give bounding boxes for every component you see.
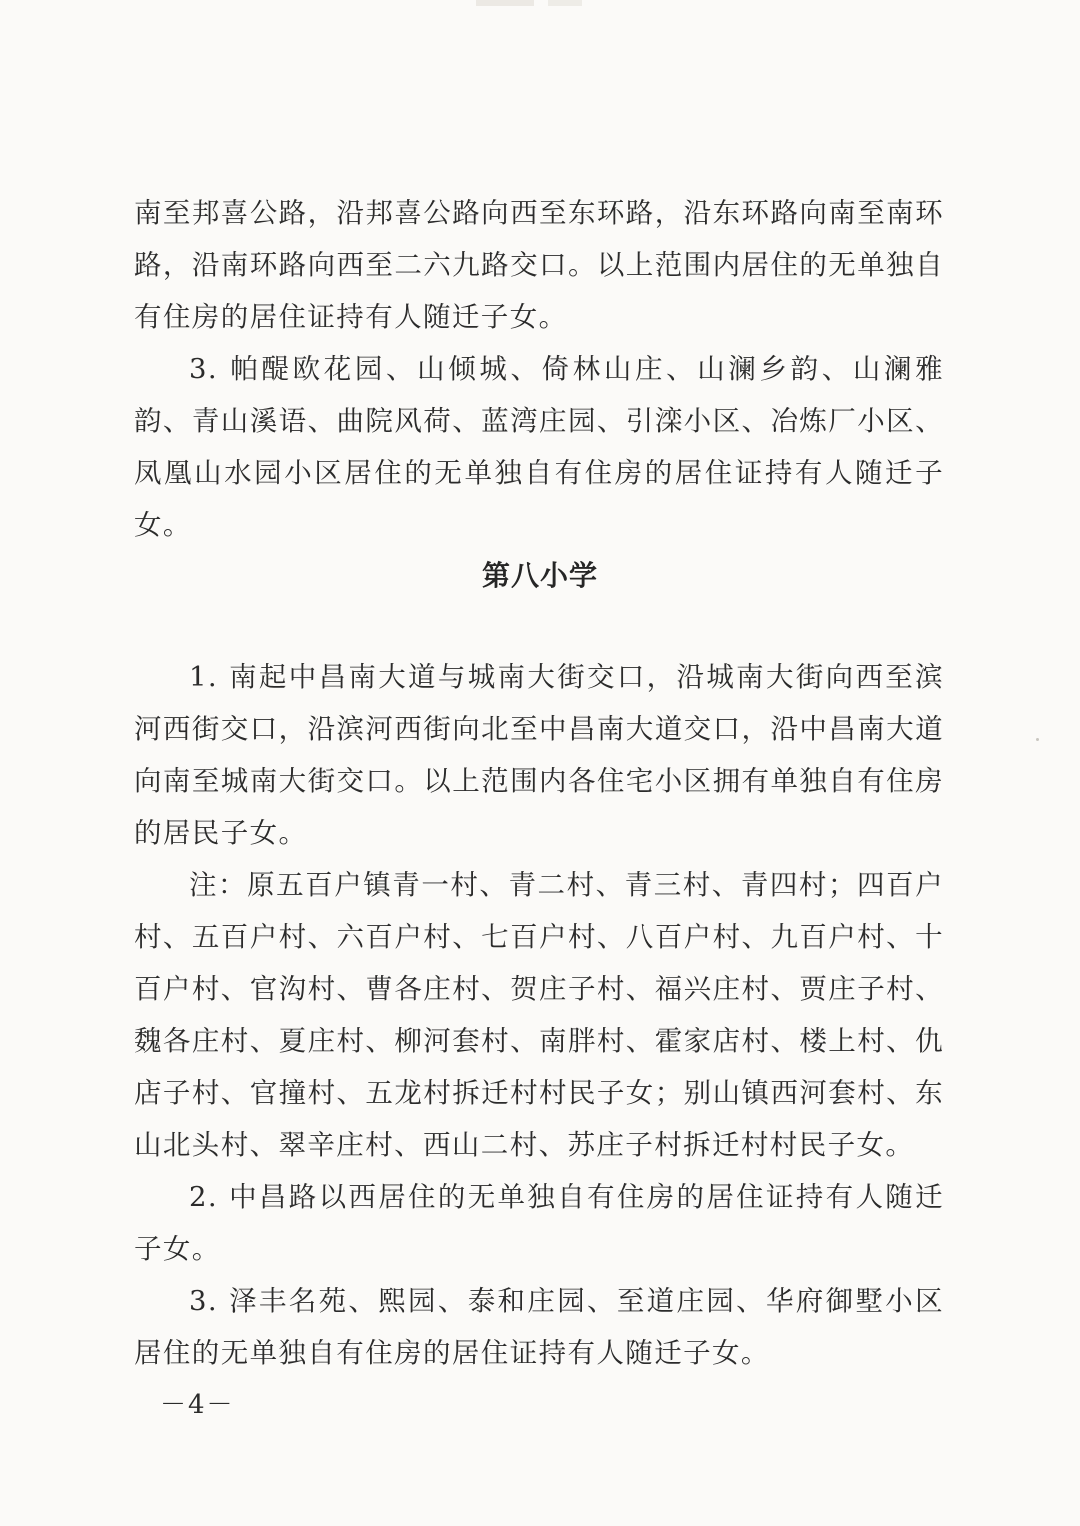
paragraph-item-3: 3. 泽丰名苑、熙园、泰和庄园、至道庄园、华府御墅小区居住的无单独自有住房的居住证持有人随迁子女。 — [134, 1285, 944, 1369]
section-2-text — [134, 651, 944, 1379]
top-scan-mark — [470, 0, 600, 6]
paragraph-continued: 南至邦喜公路，沿邦喜公路向西至东环路，沿东环路向南至南环路，沿南环路向西至二六九路交口。以上范围内居住的无单独自有住房的居住证持有人随迁子女。 — [134, 197, 944, 333]
paragraph-note: 注：原五百户镇青一村、青二村、青三村、青四村；四百户村、五百户村、六百户村、七百户村、八百户村、九百户村、十百户村、官沟村、曹各庄村、贺庄子村、福兴庄村、贾庄子村、魏各庄村、夏庄村、柳河套村、南胖村、霍家店村、楼上村、仇店子村、官撞村、五龙村拆迁村村民子女；别山镇西河套村、东山北头村、翠辛庄村、西山二村、苏庄子村拆迁村村民子女。 — [134, 869, 944, 1161]
section-1-text — [134, 187, 944, 551]
page-number: －4－ — [160, 1390, 235, 1420]
paragraph-item-1: 1. 南起中昌南大道与城南大街交口，沿城南大街向西至滨河西街交口，沿滨河西街向北至中昌南大道交口，沿中昌南大道向南至城南大街交口。以上范围内各住宅小区拥有单独自有住房的居民子女。 — [134, 661, 944, 849]
paragraph-item-3: 3. 帕醍欧花园、山倾城、倚林山庄、山澜乡韵、山澜雅韵、青山溪语、曲院风荷、蓝湾庄园、引滦小区、冶炼厂小区、凤凰山水园小区居住的无单独自有住房的居住证持有人随迁子女。 — [134, 353, 944, 541]
scan-speck — [1036, 738, 1039, 741]
paragraph-item-2: 2. 中昌路以西居住的无单独自有住房的居住证持有人随迁子女。 — [134, 1181, 944, 1265]
section-title: 第八小学 — [481, 559, 598, 592]
